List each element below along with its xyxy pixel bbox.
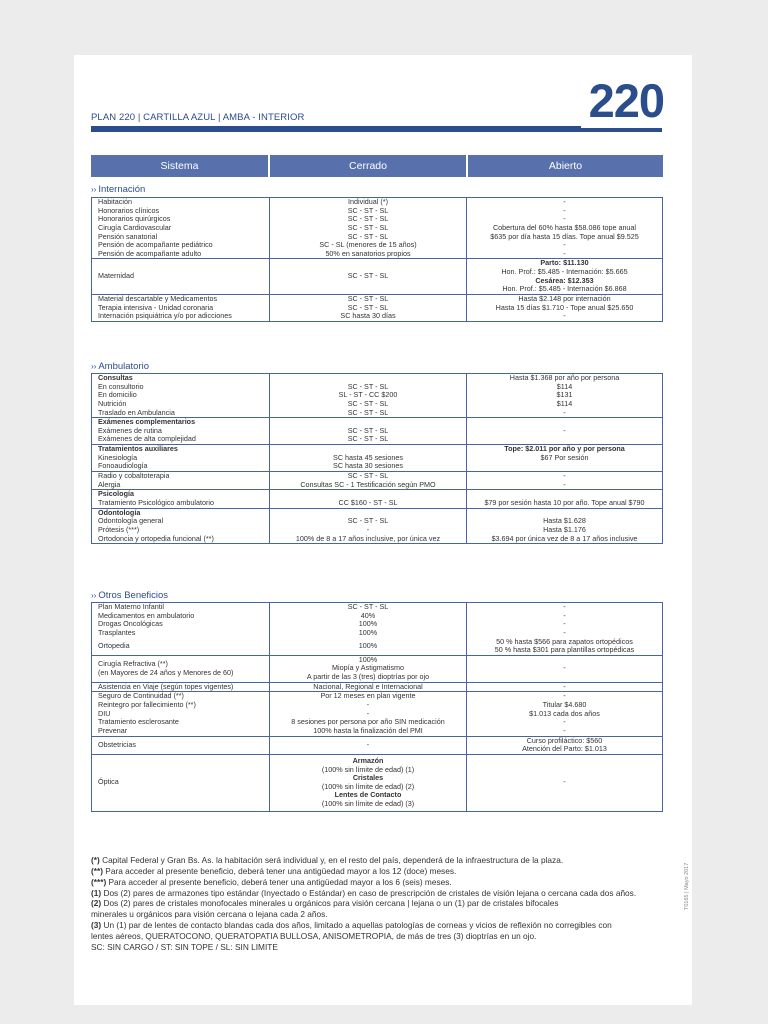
document-code: T0165 | Mayo 2017 <box>684 862 690 910</box>
column-header-cerrado: Cerrado <box>270 155 466 177</box>
table-row: Pensión de acompañante pediátrico SC - SL (menores de 15 años) - <box>92 241 663 250</box>
table-row: Radio y cobaltoterapia SC - ST - SL - <box>92 472 663 481</box>
table-row: Fonoaudiología SC hasta 30 sesiones <box>92 462 663 471</box>
table-row: Habitación Individual (*) - <box>92 198 663 207</box>
document-page <box>74 55 692 1005</box>
table-row: Honorarios clínicos SC - ST - SL - <box>92 207 663 216</box>
table-row: Tratamiento Psicológico ambulatorio CC $160 - ST - SL $79 por sesión hasta 10 por año. Tope anual $790 <box>92 499 663 508</box>
table-row: Exámenes de alta complejidad SC - ST - SL <box>92 435 663 444</box>
table-row: Plan Materno Infantil SC - ST - SL - <box>92 603 663 612</box>
table-row: Alergia Consultas SC - 1 Testificación según PMO - <box>92 481 663 490</box>
table-row: En consultorio SC - ST - SL $114 <box>92 383 663 392</box>
table-row: Pensión de acompañante adulto 50% en sanatorios propios - <box>92 250 663 259</box>
table-row: Nutrición SC - ST - SL $114 <box>92 400 663 409</box>
section-title-internacion: ›› Internación <box>91 184 146 195</box>
table-row: Reintegro por fallecimiento (**) - Titular $4.680 <box>92 701 663 710</box>
table-row: Trasplantes 100% - <box>92 629 663 638</box>
table-row: Cirugía Cardiovascular SC - ST - SL Cobertura del 60% hasta $58.086 tope anual <box>92 224 663 233</box>
table-row: Obstetricias - Curso profiláctico: $560 Atención del Parto: $1.013 <box>92 736 663 754</box>
header-rule-accent <box>581 128 662 132</box>
table-row: Seguro de Continuidad (**) Por 12 meses en plan vigente - <box>92 692 663 701</box>
footnote: (*) Capital Federal y Gran Bs. As. la habitación será individual y, en el resto del país, dependerá de la infraestructura de la plaza. <box>91 855 564 865</box>
table-row: Consultas Hasta $1.368 por año por persona <box>92 374 663 383</box>
table-row: Tratamientos auxiliares Tope: $2.011 por año y por persona <box>92 445 663 454</box>
table-row: Ortodoncia y ortopedia funcional (**) 100% de 8 a 17 años inclusive, por única vez $3.694 por única vez de 8 a 17 años inclusive <box>92 535 663 544</box>
plan-number: 220 <box>588 74 664 127</box>
plan-title: PLAN 220 | CARTILLA AZUL | AMBA - INTERIOR <box>91 112 305 123</box>
column-header-abierto: Abierto <box>468 155 663 177</box>
table-row: Prótesis (***) - Hasta $1.176 <box>92 526 663 535</box>
table-row: Psicología <box>92 490 663 499</box>
table-row: Odontología <box>92 508 663 517</box>
footnotes <box>91 855 671 953</box>
header-rule <box>91 126 581 132</box>
table-row: Honorarios quirúrgicos SC - ST - SL - <box>92 215 663 224</box>
table-row: Exámenes de rutina SC - ST - SL - <box>92 427 663 436</box>
table-internacion <box>91 197 663 322</box>
table-row: Terapia intensiva - Unidad coronaria SC - ST - SL Hasta 15 días $1.710 - Tope anual $25.650 <box>92 304 663 313</box>
table-row: Drogas Oncológicas 100% - <box>92 620 663 629</box>
table-row: Medicamentos en ambulatorio 40% - <box>92 612 663 621</box>
table-row: Odontología general SC - ST - SL Hasta $1.628 <box>92 517 663 526</box>
footnote: (***) Para acceder al presente beneficio, deberá tener una antigüedad mayor a los 6 (seis) meses. <box>91 876 452 887</box>
table-row: Exámenes complementarios <box>92 418 663 427</box>
table-ambulatorio <box>91 373 663 544</box>
table-row: Internación psiquiátrica y/o por adicciones SC hasta 30 días - <box>92 312 663 321</box>
table-row: Cirugía Refractiva (**) (en Mayores de 24 años y Menores de 60) 100% Miopía y Astigmatismo A partir de las 3 (tres) dioptrías por ojo - <box>92 655 663 682</box>
table-row: Tratamiento esclerosante 8 sesiones por persona por año SIN medicación - <box>92 718 663 727</box>
table-row: Prevenar 100% hasta la finalización del PMI - <box>92 727 663 736</box>
table-row: Maternidad SC - ST - SL Parto: $11.130 Hon. Prof.: $5.485 - Internación: $5.665 Cesárea: $12.353 Hon. Prof.: $5.485 - Internación $6.868 <box>92 259 663 295</box>
table-row: Pensión sanatorial SC - ST - SL $635 por día hasta 15 días. Tope anual $9.525 <box>92 233 663 242</box>
footnote: lentes aéreos, QUERATOCONO, QUERATOPATIA BULLOSA, ANISOMETROPIA, de más de tres (3) dioptrías en un ojo. <box>91 931 537 942</box>
section-title-otros-beneficios: ›› Otros Beneficios <box>91 590 169 601</box>
footnote: (2) Dos (2) pares de cristales monofocales minerales u orgánicos para visión cercana | lejana o un (1) par de cristales bifocales <box>91 898 559 909</box>
table-row: Traslado en Ambulancia SC - ST - SL - <box>92 409 663 418</box>
table-row: Ortopedia 100% 50 % hasta $566 para zapatos ortopédicos 50 % hasta $301 para plantillas ortopédicas <box>92 638 663 656</box>
abbreviations-legend: SC: SIN CARGO / ST: SIN TOPE / SL: SIN LIMITE <box>91 941 278 952</box>
table-row: Material descartable y Medicamentos SC - ST - SL Hasta $2.148 por internación <box>92 295 663 304</box>
section-title-ambulatorio: ›› Ambulatorio <box>91 361 150 372</box>
table-row: Kinesiología SC hasta 45 sesiones $67 Por sesión <box>92 454 663 463</box>
table-row: Asistencia en Viaje (según topes vigentes) Nacional, Regional e Internacional - <box>92 682 663 692</box>
footnote: (3) Un (1) par de lentes de contacto blandas cada dos años, limitado a aquellas patologías de corneas y vicios de reflexión no corregibles con <box>91 920 612 931</box>
footnote: (**) Para acceder al presente beneficio, deberá tener una antigüedad mayor a los 12 (doce) meses. <box>91 865 457 876</box>
table-row: DIU - $1.013 cada dos años <box>92 710 663 719</box>
column-header-sistema: Sistema <box>91 155 268 177</box>
table-otros-beneficios <box>91 602 663 812</box>
footnote: (1) Dos (2) pares de armazones tipo estándar (Inyectado o Estándar) en caso de prescripción de cristales de visión lejana o cercana cada dos años. <box>91 887 637 898</box>
table-row: En domicilio SL - ST - CC $200 $131 <box>92 391 663 400</box>
table-row: Óptica Armazón (100% sin límite de edad) (1) Cristales (100% sin límite de edad) (2) Lentes de Contacto (100% sin límite de edad) (3) - <box>92 754 663 811</box>
footnote: minerales u orgánicos para visión cercana o lejana cada 2 años. <box>91 909 328 920</box>
